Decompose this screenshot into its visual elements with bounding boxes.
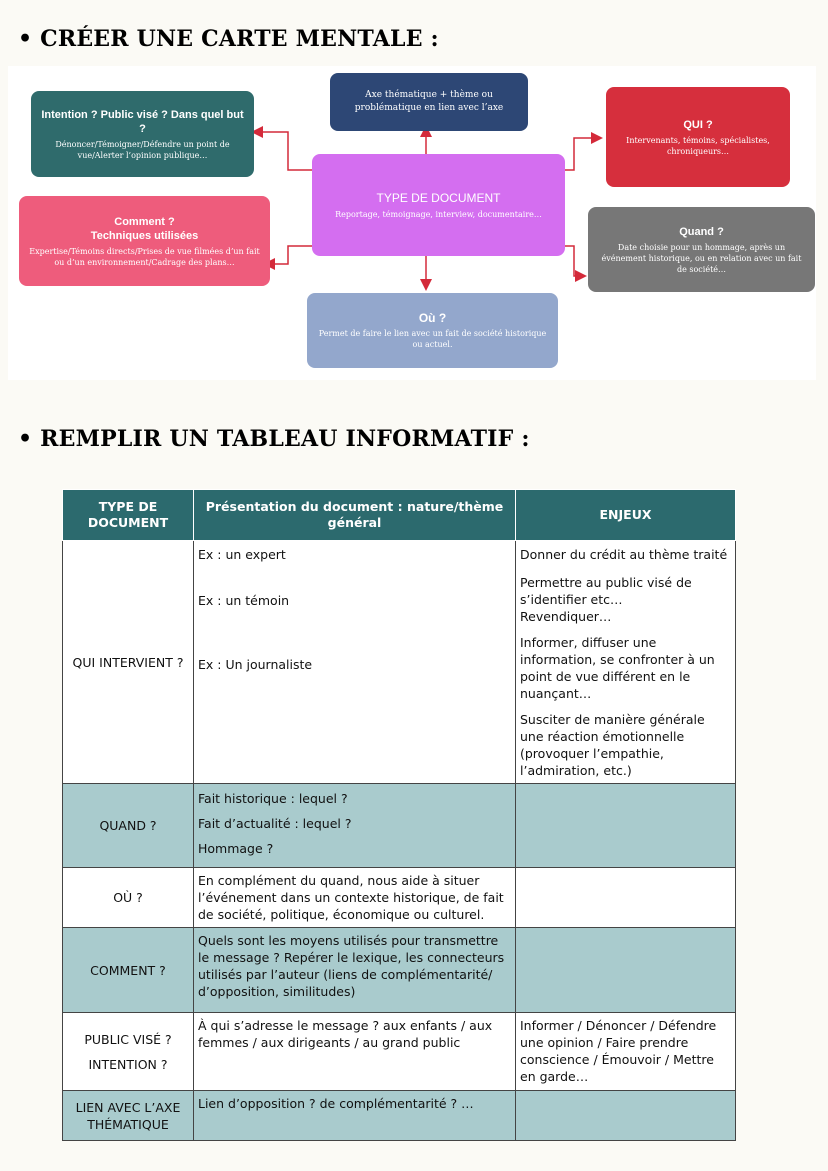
qui-node [606, 87, 790, 187]
mind-map [8, 66, 816, 380]
row-comment-label: COMMENT ? [63, 928, 194, 1013]
row-comment-presentation: Quels sont les moyens utilisés pour transmettre le message ? Repérer le lexique, les connecteurs utilisés par l’auteur (liens de complémentarité/ d’opposition, similitudes) [194, 928, 516, 1013]
row-quand-enjeux [516, 784, 736, 868]
mindmap-heading: • CRÉER UNE CARTE MENTALE : [18, 26, 439, 52]
quand-pres-3: Hommage ? [198, 841, 274, 856]
row-quand-presentation [194, 784, 516, 868]
intention-node [31, 91, 254, 177]
row-lien-enjeux [516, 1091, 736, 1141]
header-enjeux: ENJEUX [516, 490, 736, 541]
row-quand-label: QUAND ? [63, 784, 194, 868]
row-ou-presentation: En complément du quand, nous aide à situer l’événement dans un contexte historique, de fait de société, politique, économique ou culturel. [194, 868, 516, 928]
ou-desc: Permet de faire le lien avec un fait de société historique ou actuel. [318, 329, 547, 349]
intention-desc: Dénoncer/Témoigner/Défendre un point de vue/Alerter l’opinion publique… [55, 139, 230, 160]
row-ou [63, 868, 736, 928]
qui-pres-3: Ex : Un journaliste [198, 657, 313, 672]
table-heading: • REMPLIR UN TABLEAU INFORMATIF : [18, 426, 530, 452]
row-comment [63, 928, 736, 1013]
row-public [63, 1013, 736, 1091]
row-ou-enjeux [516, 868, 736, 928]
row-lien [63, 1091, 736, 1141]
header-presentation: Présentation du document : nature/thème général [194, 490, 516, 541]
arrow-intention [254, 132, 312, 170]
arrow-comment [266, 246, 312, 264]
qui-enjeux-5: Susciter de manière générale une réaction émotionnelle (provoquer l’empathie, l’admiration, etc.) [520, 712, 705, 778]
qui-title: QUI ? [683, 118, 713, 131]
row-public-enjeux: Informer / Dénoncer / Défendre une opinion / Faire prendre conscience / Émouvoir / Mettre en garde… [516, 1013, 736, 1091]
comment-desc: Expertise/Témoins directs/Prises de vue filmées d’un fait ou d’un environnement/Cadrage des plans… [29, 246, 260, 267]
comment-title-1: Comment ? [114, 215, 175, 228]
header-type: TYPE DE DOCUMENT [63, 490, 194, 541]
row-public-presentation: À qui s’adresse le message ? aux enfants / aux femmes / aux dirigeants / au grand public [194, 1013, 516, 1091]
quand-desc: Date choisie pour un hommage, après un événement historique, ou en relation avec un fait de société… [601, 242, 802, 274]
qui-pres-2: Ex : un témoin [198, 593, 290, 608]
ou-title: Où ? [418, 311, 447, 325]
comment-title-2: Techniques utilisées [90, 229, 199, 242]
row-lien-label: LIEN AVEC L’AXE THÉMATIQUE [63, 1091, 194, 1141]
quand-pres-1: Fait historique : lequel ? [198, 791, 348, 806]
quand-node [588, 207, 815, 292]
qui-enjeux-4: Informer, diffuser une information, se confronter à un point de vue différent en le nuançant… [520, 635, 715, 701]
qui-pres-1: Ex : un expert [198, 547, 286, 562]
ou-node [307, 293, 558, 368]
row-comment-enjeux [516, 928, 736, 1013]
axe-desc: Axe thématique + thème ou problématique en lien avec l’axe [354, 90, 504, 113]
center-desc: Reportage, témoignage, interview, documentaire… [335, 209, 542, 219]
qui-desc: Intervenants, témoins, spécialistes, chroniqueurs… [626, 135, 770, 156]
quand-pres-2: Fait d’actualité : lequel ? [198, 816, 352, 831]
info-table [62, 489, 736, 1141]
row-qui-label: QUI INTERVIENT ? [63, 541, 194, 784]
public-label-2: INTENTION ? [88, 1056, 168, 1072]
row-qui [63, 541, 736, 784]
comment-node [19, 196, 270, 286]
center-node [312, 154, 565, 256]
row-qui-enjeux [516, 541, 736, 784]
row-quand [63, 784, 736, 868]
row-public-label [63, 1013, 194, 1091]
row-qui-presentation [194, 541, 516, 784]
arrow-qui [565, 138, 600, 170]
header-row [63, 490, 736, 541]
qui-enjeux-2: Permettre au public visé de s’identifier etc… [520, 575, 692, 607]
arrow-quand [565, 246, 584, 276]
axe-node [330, 73, 528, 131]
row-lien-presentation: Lien d’opposition ? de complémentarité ? … [194, 1091, 516, 1141]
qui-enjeux-3: Revendiquer… [520, 609, 612, 624]
intention-title: Intention ? Public visé ? Dans quel but ? [41, 108, 244, 135]
center-title: TYPE DE DOCUMENT [376, 190, 501, 205]
public-label-1: PUBLIC VISÉ ? [84, 1031, 172, 1047]
qui-enjeux-1: Donner du crédit au thème traité [520, 547, 728, 562]
quand-title: Quand ? [679, 225, 724, 238]
row-ou-label: OÙ ? [63, 868, 194, 928]
